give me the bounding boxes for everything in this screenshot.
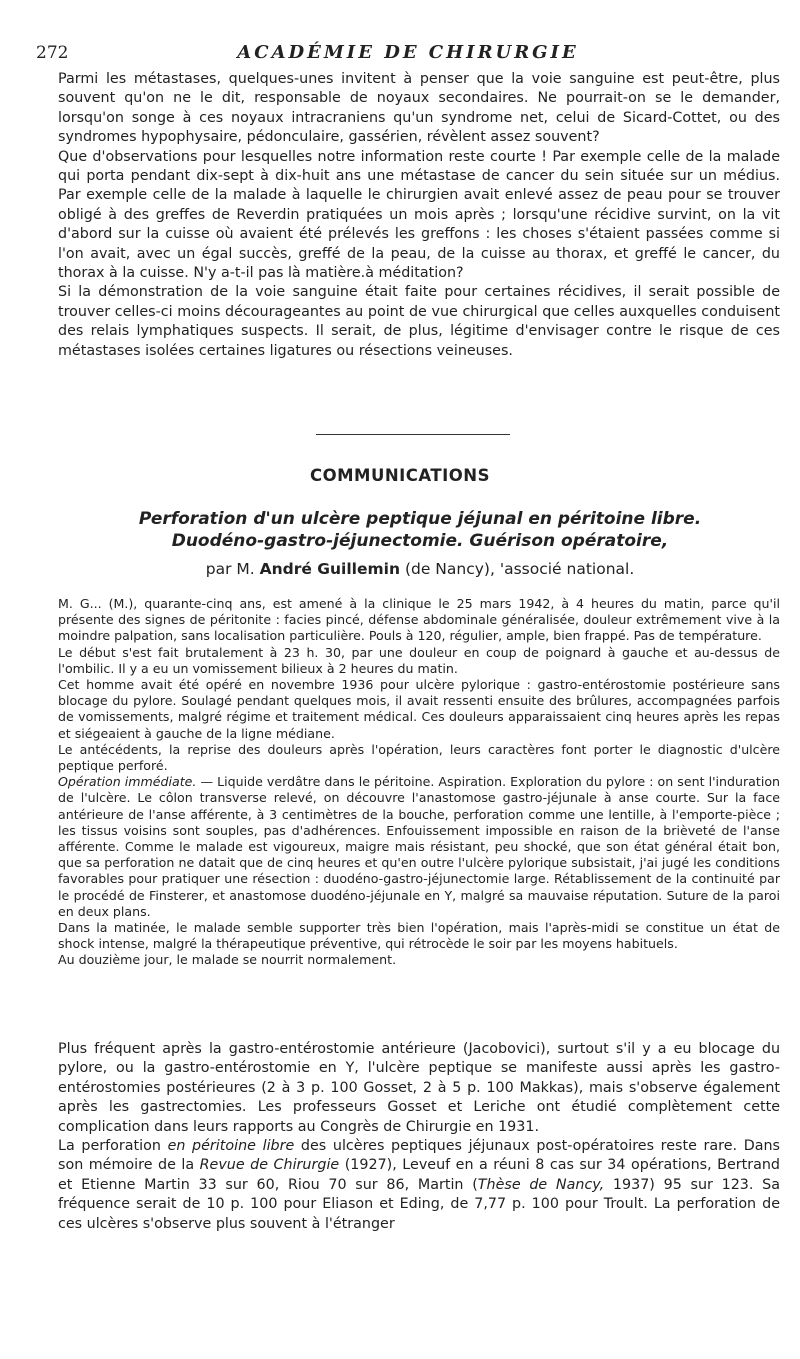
case-report: [58, 596, 780, 969]
paragraph: M. G... (M.), quarante-cinq ans, est amené à la clinique le 25 mars 1942, à 4 heures du matin, parce qu'il présente des signes de péritonite : facies pincé, défense abdominale généralisée, douleur extrêmement vive à la moindre palpation, sans localisation particulière. Pouls à 120, régulier, ample, bien frappé. Pas de température.: [58, 596, 780, 644]
paragraph: Si la démonstration de la voie sanguine était faite pour certaines récidives, il serait possible de trouver celles-ci moins décourageantes au point de vue chirurgical que celles auxquelles conduisent des relais lymphatiques suspects. Il serait, de plus, légitime d'envisager contre le risque de ces métastases isolées certaines ligatures ou résections veineuses.: [58, 284, 780, 359]
running-title: ACADÉMIE DE CHIRURGIE: [237, 42, 579, 63]
page-number: 272: [36, 43, 69, 63]
operation-label: Opération immédiate.: [58, 774, 197, 790]
section-divider: [316, 434, 510, 435]
paragraph: Parmi les métastases, quelques-unes invitent à penser que la voie sanguine est peut-être, plus souvent qu'on ne le dit, responsable de noyaux secondaires. Ne pourrait-on se le demander, lorsqu'on songe à ces noyaux intracraniens qu'un syndrome net, celui de Sicard-Cottet, ou des syndromes hypophysaire, pédonculaire, gassérien, révèlent assez souvent?: [58, 71, 780, 146]
intro-text: [58, 70, 780, 361]
author-name: André Guillemin: [259, 560, 401, 578]
paragraph: Que d'observations pour lesquelles notre information reste courte ! Par exemple celle de la malade qui porta pendant dix-sept à dix-huit ans une métastase de cancer du sein située sur un médius. Par exemple celle de la malade à laquelle le chirurgien avait enlevé assez de peau pour se trouver obligé à des greffes de Reverdin pratiquées un mois après ; lorsqu'une récidive survint, on la vit d'abord sur la cuisse où avaient été prélevés les greffons : les choses s'étaient passées comme si l'on avait, avec un égal succès, greffé de la peau, de la cuisse au thorax, et greffé le cancer, du thorax à la cuisse. N'y a-t-il pas là matière.à méditation?: [58, 148, 780, 282]
paragraph: [58, 774, 780, 920]
page-header: [36, 40, 780, 64]
text-run-italic: Revue de Chirurgie: [199, 1157, 340, 1174]
paragraph: Dans la matinée, le malade semble supporter très bien l'opération, mais l'après-midi se constitue un état de shock intense, malgré la thérapeutique préventive, qui rétrocède le soir par les moyens habituels.: [58, 920, 780, 952]
operation-text: — Liquide verdâtre dans le péritoine. Aspiration. Exploration du pylore : on sent l'induration de l'ulcère. Le côlon transverse relevé, on découvre l'anastomose gastro-jéjunale à anse courte. Sur la face antérieure de l'anse afférente, à 3 centimètres de la bouche, perforation comme une lentille, à l'emporte-pièce ; les tissus voisins sont souples, pas d'adhérences. Enfouissement impossible en raison de la brièveté de l'anse afférente. Comme le malade est vigoureux, maigre mais résistant, peu shocké, que son état général était bon, que sa perforation ne datait que de cinq heures et qu'en outre l'ulcère pylorique subsistait, j'ai jugé les conditions favorables pour pratiquer une résection : duodéno-gastro-jéjunectomie large. Rétablissement de la continuité par le procédé de Finsterer, et anastomose duodéno-jéjunale en Y, malgré sa mauvaise réputation. Suture de la paroi en deux plans.: [58, 774, 781, 919]
byline-suffix: (de Nancy), 'associé national.: [404, 560, 635, 578]
article-title: [60, 508, 780, 552]
paragraph: Cet homme avait été opéré en novembre 1936 pour ulcère pylorique : gastro-entérostomie postérieure sans blocage du pylore. Soulagé pendant quelques mois, il avait ressenti ensuite des brûlures, accompagnées parfois de vomissements, malgré régime et traitement médical. Ces douleurs apparaissaient cinq heures après les repas et siégeaient à gauche de la ligne médiane.: [58, 677, 780, 741]
text-run-italic: en péritoine libre: [167, 1138, 295, 1155]
byline: [40, 560, 800, 578]
paragraph: [58, 1137, 780, 1234]
text-run: (1927), Leveuf en a réuni 8 cas sur 34 opérations, Bertrand et Etienne Martin 33 sur 60, Riou 70 sur 86, Martin (: [58, 1157, 780, 1193]
paragraph: Le antécédents, la reprise des douleurs après l'opération, leurs caractères font porter le diagnostic d'ulcère peptique perforé.: [58, 741, 780, 774]
text-run: des ulcères peptiques jéjunaux post-opératoires reste rare. Dans son mémoire de la: [58, 1138, 780, 1174]
paragraph: Au douzième jour, le malade se nourrit normalement.: [58, 952, 397, 968]
section-title: COMMUNICATIONS: [309, 466, 491, 485]
paragraph: Plus fréquent après la gastro-entérostomie antérieure (Jacobovici), surtout s'il y a eu blocage du pylore, ou la gastro-entérostomie en Y, l'ulcère peptique se manifeste aussi après les gastro-entérostomies postérieures (2 à 3 p. 100 Gosset, 2 à 5 p. 100 Makkas), mais s'observe également après les gastrectomies. Les professeurs Gosset et Leriche ont étudié complètement cette complication dans leurs rapports au Congrès de Chirurgie en 1931.: [58, 1041, 780, 1135]
article-title-line: Duodéno-gastro-jéjunectomie. Guérison opératoire,: [171, 531, 669, 551]
article-title-line: Perforation d'un ulcère peptique jéjunal en péritoine libre.: [138, 509, 702, 529]
text-run: La perforation: [58, 1138, 168, 1155]
paragraph: Le début s'est fait brutalement à 23 h. 30, par une douleur en coup de poignard à gauche et au-dessus de l'ombilic. Il y a eu un vomissement bilieux à 2 heures du matin.: [58, 644, 780, 676]
discussion-text: [58, 1040, 780, 1234]
text-run-italic: Thèse de Nancy,: [477, 1176, 605, 1193]
byline-prefix: par M.: [205, 560, 255, 578]
text-run: 1937) 95 sur 123. Sa fréquence serait de 10 p. 100 pour Eliason et Eding, de 7,77 p. 100 pour Troult. La perforation de ces ulcères s'observe plus souvent à l'étranger: [58, 1176, 781, 1232]
